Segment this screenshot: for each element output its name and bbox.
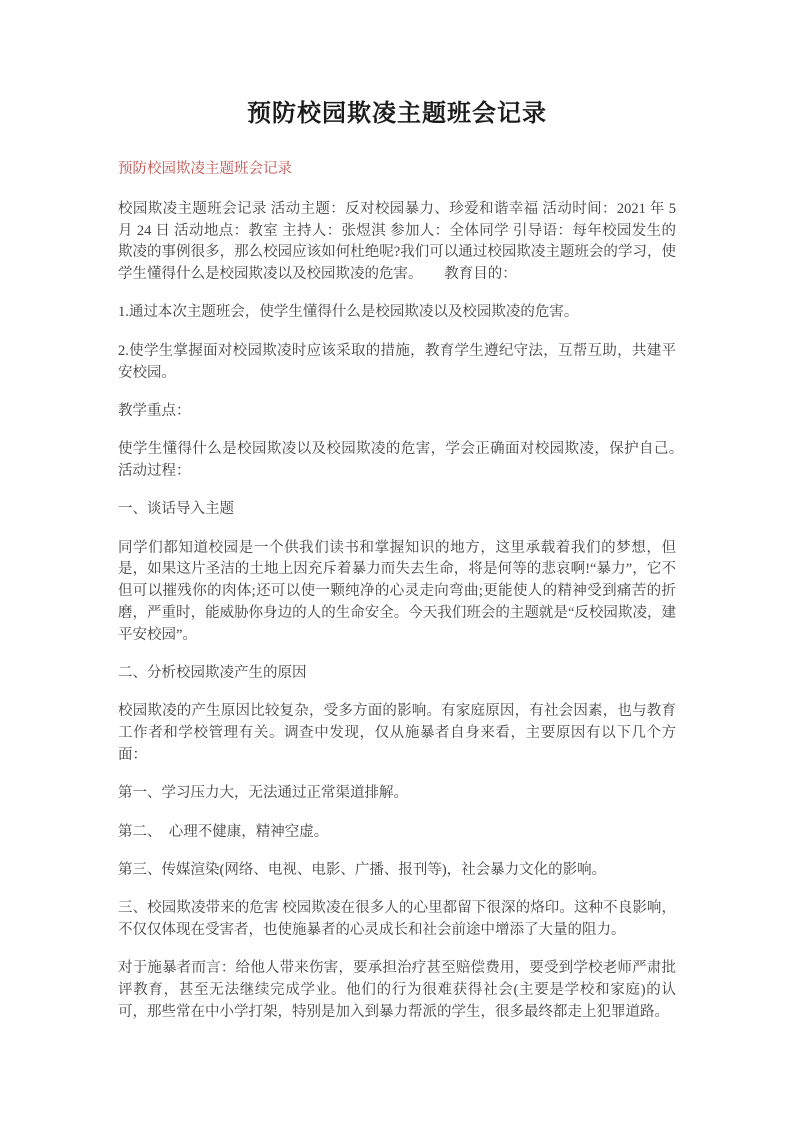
- paragraph-consequences: 对于施暴者而言：给他人带来伤害，要承担治疗甚至赔偿费用，要受到学校老师严肃批评教育，甚至无法继续完成学业。他们的行为很难获得社会(主要是学校和家庭)的认可，那些常在中小学打架，特别是加入到暴力帮派的学生，很多最终都走上犯罪道路。: [118, 960, 676, 1020]
- subtitle-link: 预防校园欺凌主题班会记录: [118, 161, 292, 177]
- paragraph-teaching-focus-heading: 教学重点：: [118, 402, 191, 419]
- paragraph-section-1-heading: 一、谈话导入主题: [118, 501, 234, 518]
- paragraph-reason-1: 第一、学习压力大，无法通过正常渠道排解。: [118, 785, 408, 802]
- paragraph-reason-2: 第二、 心理不健康，精神空虚。: [118, 823, 329, 840]
- paragraph-reason-3: 第三、传媒渲染(网络、电视、电影、广播、报刊等)，社会暴力文化的影响。: [118, 861, 607, 878]
- paragraph-goal-1: 1.通过本次主题班会，使学生懂得什么是校园欺凌以及校园欺凌的危害。: [118, 304, 579, 321]
- paragraph-meeting-meta: 校园欺凌主题班会记录 活动主题：反对校园暴力、珍爱和谐幸福 活动时间：2021 年 5 月 24 日 活动地点：教室 主持人：张煜淇 参加人：全体同学 引导语：每年校园发生的欺凌的事例很多，那么校园应该如何杜绝呢?我们可以通过校园欺凌主题班会的学习，使学生懂得什么是校园欺凌以及校园欺凌的危害。 教育目的：: [118, 200, 676, 283]
- paragraph-teaching-focus-body: 使学生懂得什么是校园欺凌以及校园欺凌的危害，学会正确面对校园欺凌，保护自己。 活动过程：: [118, 441, 705, 479]
- paragraph-goal-2: 2.使学生掌握面对校园欺凌时应该采取的措施，教育学生遵纪守法，互帮互助，共建平安校园。: [118, 342, 676, 381]
- paragraph-section-3: 三、校园欺凌带来的危害 校园欺凌在很多人的心里都留下很深的烙印。这种不良影响，不仅仅体现在受害者，也使施暴者的心灵成长和社会前途中增添了大量的阻力。: [118, 900, 676, 938]
- paragraph-section-2-body: 校园欺凌的产生原因比较复杂，受多方面的影响。有家庭原因，有社会因素，也与教育工作者和学校管理有关。调查中发现，仅从施暴者自身来看，主要原因有以下几个方面：: [118, 703, 676, 763]
- page-title: 预防校园欺凌主题班会记录: [247, 101, 547, 127]
- paragraph-section-1-body: 同学们都知道校园是一个供我们读书和掌握知识的地方，这里承载着我们的梦想，但是，如果这片圣洁的土地上因充斥着暴力而失去生命，将是何等的悲哀啊!“暴力”，它不但可以摧残你的肉体;还可以使一颗纯净的心灵走向弯曲;更能使人的精神受到痛苦的折磨，严重时，能威胁你身边的人的生命安全。今天我们班会的主题就是“反校园欺凌，建平安校园”。: [118, 539, 676, 643]
- paragraph-section-2-heading: 二、分析校园欺凌产生的原因: [118, 665, 307, 682]
